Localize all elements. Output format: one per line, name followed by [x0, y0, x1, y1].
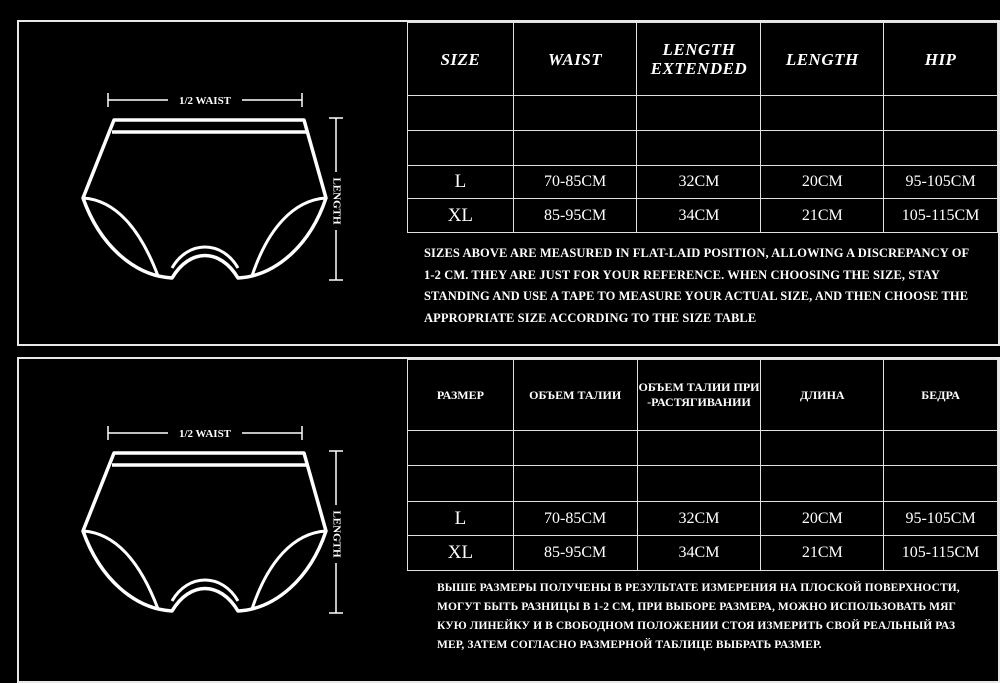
table-cell: 21CM — [761, 536, 884, 571]
measurement-note-russian: ВЫШЕ РАЗМЕРЫ ПОЛУЧЕНЫ В РЕЗУЛЬТАТЕ ИЗМЕРЕНИЯ НА ПЛОСКОЙ ПОВЕРХНОСТИ, МОГУТ БЫТЬ РАЗНИЦЫ В 1-2 CM, ПРИ ВЫБОРЕ РАЗМЕРА, МОЖНО ИСПОЛЬЗОВАТЬ МЯГ КУЮ ЛИНЕЙКУ И В СВОБОДНОМ ПОЛОЖЕНИИ СТОЯ ИЗМЕРИТЬ СВОЙ РЕАЛЬНЫЙ РАЗ МЕР, ЗАТЕМ СОГЛАСНО РАЗМЕРНОЙ ТАБЛИЦЕ ВЫБРАТЬ РАЗМЕР. — [437, 582, 960, 651]
column-header: ОБЪЕМ ТАЛИИ — [513, 360, 637, 431]
table-header-row — [408, 23, 998, 96]
table-cell: 70-85CM — [513, 502, 637, 536]
column-header: ДЛИНА — [761, 360, 884, 431]
table-row — [408, 166, 998, 199]
table-cell — [637, 131, 761, 166]
table-cell: 70-85CM — [513, 166, 637, 199]
table-cell — [761, 466, 884, 502]
length-label: LENGTH — [330, 510, 343, 558]
table-cell — [761, 96, 884, 131]
table-row — [408, 131, 998, 166]
table-cell: 20CM — [761, 502, 884, 536]
column-header: SIZE — [408, 23, 514, 96]
table-cell: 21CM — [761, 199, 884, 233]
table-cell — [408, 431, 514, 466]
table-cell: XL — [408, 536, 514, 571]
column-header: WAIST — [513, 23, 637, 96]
table-cell: 105-115CM — [884, 199, 998, 233]
table-cell: 85-95CM — [513, 536, 637, 571]
table-cell: 34CM — [637, 199, 761, 233]
measurement-note-english: SIZES ABOVE ARE MEASURED IN FLAT-LAID POSITION, ALLOWING A DISCREPANCY OF 1-2 CM. THEY ARE JUST FOR YOUR REFERENCE. WHEN CHOOSING THE SIZE, STAY STANDING AND USE A TAPE TO MEASURE YOUR ACTUAL SIZE, AND THEN CHOOSE THE APPROPRIATE SIZE ACCORDING TO THE SIZE TABLE — [424, 246, 969, 325]
size-table-russian — [407, 359, 998, 571]
column-header: HIP — [884, 23, 998, 96]
table-cell — [637, 96, 761, 131]
table-cell: XL — [408, 199, 514, 233]
table-cell — [408, 466, 514, 502]
waist-label: 1/2 WAIST — [178, 428, 232, 440]
table-row — [408, 96, 998, 131]
table-cell: 105-115CM — [884, 536, 998, 571]
table-header-row — [408, 360, 998, 431]
table-cell — [408, 96, 514, 131]
column-header: РАЗМЕР — [408, 360, 514, 431]
panties-diagram-russian — [70, 413, 360, 633]
table-cell — [513, 466, 637, 502]
table-cell — [884, 466, 998, 502]
column-header: БЕДРА — [884, 360, 998, 431]
table-cell — [884, 131, 998, 166]
table-cell — [637, 431, 761, 466]
table-row — [408, 199, 998, 233]
table-cell — [761, 431, 884, 466]
table-cell — [513, 131, 637, 166]
table-cell — [408, 131, 514, 166]
panties-diagram-english — [70, 80, 360, 300]
table-cell: 32CM — [637, 502, 761, 536]
column-header: LENGTH EXTENDED — [637, 23, 761, 96]
table-cell: 85-95CM — [513, 199, 637, 233]
table-cell: 20CM — [761, 166, 884, 199]
table-row — [408, 536, 998, 571]
table-cell: L — [408, 166, 514, 199]
table-cell — [884, 431, 998, 466]
table-cell — [884, 96, 998, 131]
length-label: LENGTH — [330, 177, 343, 225]
table-cell: L — [408, 502, 514, 536]
table-cell — [637, 466, 761, 502]
waist-label: 1/2 WAIST — [178, 95, 232, 107]
column-header: ОБЪЕМ ТАЛИИ ПРИ -РАСТЯГИВАНИИ — [637, 360, 761, 431]
table-row — [408, 431, 998, 466]
table-cell: 95-105CM — [884, 166, 998, 199]
column-header: LENGTH — [761, 23, 884, 96]
table-cell: 32CM — [637, 166, 761, 199]
table-row — [408, 502, 998, 536]
table-cell — [761, 131, 884, 166]
table-row — [408, 466, 998, 502]
table-cell: 95-105CM — [884, 502, 998, 536]
size-table-english — [407, 22, 998, 233]
table-cell — [513, 431, 637, 466]
table-cell: 34CM — [637, 536, 761, 571]
table-cell — [513, 96, 637, 131]
